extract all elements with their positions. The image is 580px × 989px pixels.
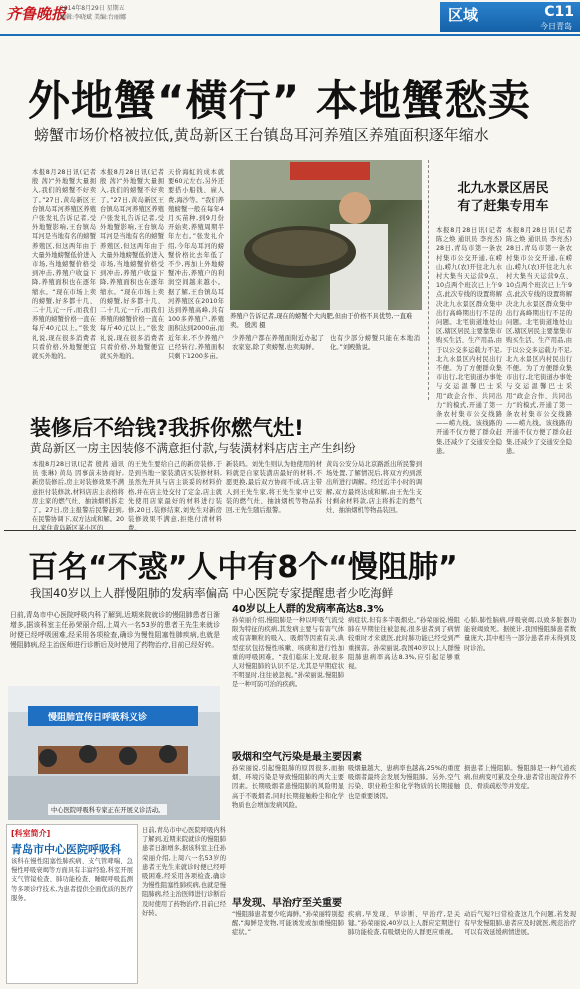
section1-column-2: 病症状,但有多半吸烟史。”孙荣丽说,慢阻肺在早期往往被忽视,很多患者到了病情较重时才来就医,此时肺功能已经受到严重损害。孙荣丽说,我国40岁以上人群慢阻肺患病率高达8.3%,应引起足够重视。: [348, 617, 460, 671]
section2-column-2: 吸烟量越大、患病率也越高,25%的重度吸烟者最终会发展为慢阻肺。另外,空气污染、职业粉尘和化学物质的长期接触也是重要诱因。: [348, 765, 460, 800]
story3-lede: 日前,青岛市中心医院呼吸内科了解到,近期来院就诊的慢阻肺患者日渐增多,据该科室主任孙荣丽介绍,上周六一名53岁的患者王先生来就诊时便已经呼吸困难,经采用各项检查,确诊为慢性阻塞性肺疾病,也就是慢阻肺病,经主治医师进行诊断后及时使用了药物治疗,目前已经好转。: [10, 611, 220, 649]
section3-column-1: “慢阻肺患者要少吃海鲜。”孙荣丽特别提醒,“海鲜是发物,可能诱发或加重慢阻肺症状。”: [232, 911, 344, 937]
page-number: C11: [544, 4, 574, 20]
story1-column-2: 本报8月28日讯(记者 殷 茜)“外地蟹大量拥入,我们的螃蟹不好卖了。”27日,黄岛新区王台镇岛耳河养殖区养殖户张发礼告诉记者,受外地蟹影响,王台镇岛耳河是当地有名的螃蟹养殖区,但这两年由于大量外地螃蟹低价进入市场,当地螃蟹价格受到冲击,养殖户收益下降,养殖面积也在逐年缩水。“现在市场上卖的螃蟹,好多都十几、二十几元一斤,而我们养殖的螃蟹价格一直在每斤40元以上。”张发礼说,现在很多消费者只看价格,外地蟹便宜就买外地的。: [100, 169, 164, 361]
section1-column-3: 心肺,肺性脑病,呼吸衰竭,以致多脏器功能衰竭致死。据统计,我国慢阻肺患者数量庞大,其中相当一部分患者并未得到及时诊治。: [464, 617, 576, 652]
story1-subhead: 螃蟹市场价格被拉低,黄岛新区王台镇岛耳河养殖区养殖面积逐年缩水: [34, 126, 489, 144]
story3-subhead: 我国40岁以上人群慢阻肺的发病率偏高 中心医院专家提醒患者少吃海鲜: [30, 586, 394, 600]
story2-headline: 装修后不给钱?我拆你燃气灶!: [30, 416, 304, 440]
side-story-column-2: 本报8月28日讯(记者 陈之焕 通讯员 李亮杰) 28日,青岛市第一条农村集市公交开通,在崂山,崂九(农)开往北九水村大集当天运营9点、10点两个班次已上午9点,此次专线的设置将解决北九水景区群众集中出行高峰期出行不足的问题。北宅街道地处山区,辖区居民主要靠集市购买生活、生产用品,由于以公交多运载力不足,北九水景区内村民出行不便。为了方便群众集市出行,北宅街道办事处与交运温馨巴士采用“政企合作、共同出力”的模式,开通了第一条农村集市公交线路——崂九线。该线路的开通不仅方便了群众赶集,还减少了交通安全隐患。: [506, 227, 572, 455]
story2-subhead: 黄岛新区一房主因装修不满意拒付款,与装潢材料店店主产生纠纷: [30, 441, 356, 455]
box-tag: [科室简介]: [11, 829, 51, 838]
section1-column-1: 孙荣丽介绍,慢阻肺是一种以呼吸气流受限为特征的疾病,其发病主要与有害气体或有害颗粒的吸入、吸烟等因素有关,典型症状包括慢性咳嗽、咳痰和进行性加重的呼吸困难。“我们临床上发现,很多人对慢阻肺的认识不足,尤其是早期症状不明显时,往往被忽视。”孙荣丽说,慢阻肺是一种可防可治的疾病。: [232, 617, 344, 689]
masthead-meta: [60, 4, 126, 22]
story1-column-4: 少养殖户都在养殖面附近办起了农家宴,除了卖螃蟹,也卖海鲜。: [232, 335, 324, 352]
story2-column-4: 黄岛公安分局北京路派出所民警到场处置,了解情况后,将双方约到派出所进行调解。经过近半小时的调解,双方最终达成和解,由王先生支付剩余材料款,店主将拆走的燃气灶、抽油烟机等物品装回。: [326, 461, 422, 515]
section-name: 区域: [448, 6, 479, 24]
story1-headline: 外地蟹“横行” 本地蟹愁卖: [28, 76, 531, 125]
crab-photo-illustration: [230, 160, 422, 310]
editor-credit: 编辑:李晓斌 美编:台丽娜: [60, 14, 126, 21]
department-info-box: [6, 824, 138, 984]
photo-banner-text: 慢阻肺宣传日呼吸科义诊: [48, 713, 148, 723]
story1-column-5: 也有少部分螃蟹只能在本地消化。”刘殿勤说。: [330, 335, 420, 352]
side-story-headline: 北九水景区居民 有了赶集专用车: [457, 181, 549, 214]
column-divider: [428, 160, 429, 400]
story3-lede-continued: 日前,青岛市中心医院呼吸内科了解到,近期来院就诊的慢阻肺患者日渐增多,据该科室主任孙荣丽介绍,上周六一名53岁的患者王先生来就诊时便已经呼吸困难,经采用各项检查,确诊为慢性阻塞性肺疾病,也就是慢阻肺病,经主治医师进行诊断后及时使用了药物治疗,目前已经好转。: [142, 827, 226, 917]
section2-column-1: 孙荣丽说,引起慢阻肺的原因很多,而抽烟、环境污染是导致慢阻肺的两大主要因素。长期吸烟者患慢阻肺的风险明显高于不吸烟者,同时长期接触粉尘和化学物质也会增加发病风险。: [232, 765, 344, 809]
story1-column-1: 本报8月28日讯(记者 殷 茜)“外地蟹大量拥入,我们的螃蟹不好卖了。”27日,黄岛新区王台镇岛耳河养殖区养殖户张发礼告诉记者,受外地蟹影响,王台镇岛耳河是当地有名的螃蟹养殖区,但这两年由于大量外地螃蟹低价进入市场,当地螃蟹价格受到冲击,养殖户收益下降,养殖面积也在逐年缩水。“现在市场上卖的螃蟹,好多都十几、二十几元一斤,而我们养殖的螃蟹价格一直在每斤40元以上。”张发礼说,现在很多消费者只看价格,外地蟹便宜就买外地的。: [32, 169, 96, 361]
section-rule: [4, 530, 576, 531]
hospital-photo-caption: 中心医院呼吸科专家正在开展义诊活动。: [48, 804, 167, 815]
crab-photo-caption: 养殖户告诉记者,现在的螃蟹个大肉肥,但由于价格不具优势,一直难卖。 殷茜 摄: [230, 313, 413, 329]
box-text: 该科在慢性阻塞性肺疾病、支气管哮喘、急慢性呼吸衰竭等方面具有丰富经验,科室开展支气管镜检查、肺功能检查、睡眠呼吸监测等多项诊疗技术,为患者提供全面优质的医疗服务。: [11, 858, 133, 902]
subsection-name: 今日青岛: [540, 22, 572, 31]
section3-title: 早发现、早治疗至关重要: [232, 898, 342, 909]
section-banner: [440, 2, 580, 32]
hospital-photo: [8, 686, 220, 820]
side-story-column-1: 本报8月28日讯(记者 陈之焕 通讯员 李亮杰) 28日,青岛市第一条农村集市公交开通,在崂山,崂九(农)开往北九水村大集当天运营9点、10点两个班次已上午9点,此次专线的设置将解决北九水景区群众集中出行高峰期出行不足的问题。北宅街道地处山区,辖区居民主要靠集市购买生活、生产用品,由于以公交多运载力不足,北九水景区内村民出行不便。为了方便群众集市出行,北宅街道办事处与交运温馨巴士采用“政企合作、共同出力”的模式,开通了第一条农村集市公交线路——崂九线。该线路的开通不仅方便了群众赶集,还减少了交通安全隐患。: [436, 227, 502, 455]
box-title: 青岛市中心医院呼吸科: [11, 843, 121, 856]
masthead: [0, 0, 580, 36]
section2-column-3: 损患者上慢阻肺。慢阻肺是一种气道疾病,但病变可累及全身,患者常出现营养不良、骨质疏松等并发症。: [464, 765, 576, 791]
story2-column-1: 本报8月28日讯(记者 殷茜 通讯员 张琳) 黄岛 因事前未协商好,新房装修后,房主对装修效果不满意拒付装修款,材料店店主表格将房主家的燃气灶、抽油烟机拆走了。27日,房主报警后民警赶到,在民警协调下,双方达成和解。20日,家住黄岛新区某小区的: [32, 461, 124, 533]
story3-headline: 百名“不惑”人中有8个“慢阻肺”: [28, 550, 458, 585]
story1-column-3: 天价海虹的成本就要60元左右,另外还要搭小船钱、雇人费,海沙等。“我们养殖螃蟹一般在每年4月买苗种,到9月份开始卖,养殖周期半年左右。”张发礼介绍,今年岛耳河的螃蟹价格比去年低了不少,再加上外地螃蟹冲击,养殖户的利润空间越来越小。据了解,王台镇岛耳河养殖区在2010年达到养殖高峰,共有100多养殖户,养殖面积达到2000亩,而近年来,不少养殖户已经转行,养殖面积只剩下1200多亩。: [168, 169, 224, 361]
issue-date: 2014年8月29日 星期五: [60, 5, 125, 12]
section3-column-2: 疾病,早发现、早诊断、早治疗,是关键。”孙荣丽说,40岁以上人群应定期进行肺功能检查,有吸烟史的人群更应重视。: [348, 911, 460, 937]
newspaper-logo: 齐鲁晚报: [6, 5, 67, 23]
story2-column-3: 新装吗。刘先生则认为他使用的材料就是自家装潢店最好的材料,不愿更换,最后双方协商不成,店主带人到王先生家,将王先生家中已安装的燃气灶、抽油烟机等物品拆回,王先生随后报警。: [226, 461, 322, 515]
section3-column-3: 动后气短?日常检查这几个问题,若发现有早发慢阻肺,患者应及时就医,规范治疗可以有效延缓病情进展。: [464, 911, 576, 937]
story2-column-2: 的王先生要给自己的新房装修,于是到当地一家装潢店买装修材料,虽然先开具与店主谈妥的材料价格,并在店主处交付了定金,店主就先使用店家最好的材料进行装修,20日,装修结束,刘先生对新房装修效果不满意,拒绝付清材料费。: [128, 461, 222, 533]
section2-title: 吸烟和空气污染是最主要因素: [232, 752, 362, 763]
hospital-photo-illustration: [8, 686, 220, 820]
crab-photo: [230, 160, 422, 310]
section1-title: 40岁以上人群的发病率高达8.3%: [232, 604, 384, 615]
